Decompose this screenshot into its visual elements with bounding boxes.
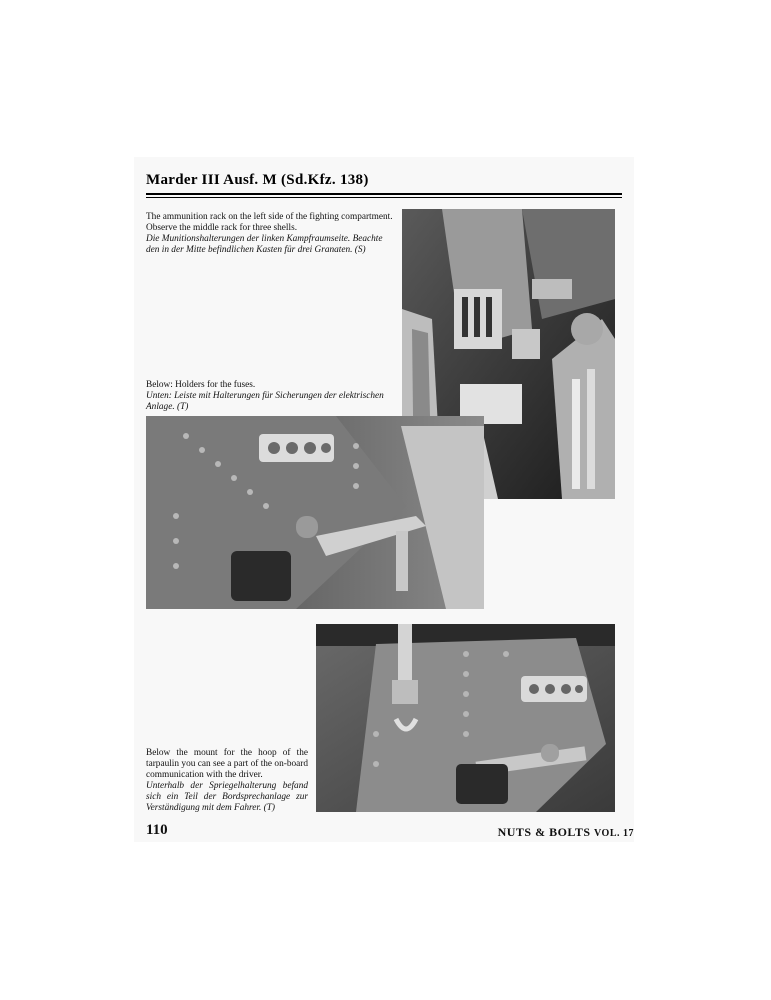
caption-ammunition-rack bbox=[146, 212, 394, 256]
caption-german: Unterhalb der Spriegelhalterung befand sich ein Teil der Bordsprechanlage zur Verständigung mit dem Fahrer. (T) bbox=[146, 781, 308, 813]
caption-german: Unten: Leiste mit Halterungen für Sicherungen der elektrischen Anlage. (T) bbox=[146, 391, 384, 412]
series-name: NUTS & BOLTS bbox=[497, 825, 591, 839]
photo-tarpaulin-mount bbox=[316, 624, 615, 812]
header-rule-thin bbox=[146, 197, 622, 198]
series-volume: VOL. 17 bbox=[594, 828, 634, 839]
caption-english: The ammunition rack on the left side of the fighting compartment. Observe the middle rack for three shells. bbox=[146, 212, 393, 233]
page-title: Marder III Ausf. M (Sd.Kfz. 138) bbox=[146, 172, 369, 188]
caption-english: Below: Holders for the fuses. bbox=[146, 380, 256, 390]
caption-english: Below the mount for the hoop of the tarpaulin you can see a part of the on-board communication with the driver. bbox=[146, 748, 308, 780]
caption-german: Die Munitionshalterungen der linken Kampfraumseite. Beachte den in der Mitte befindlichen Kasten für drei Granaten. (S) bbox=[146, 234, 383, 255]
photo-fuse-holders bbox=[146, 416, 484, 609]
header-rule-thick bbox=[146, 193, 622, 195]
series-title bbox=[498, 825, 634, 840]
caption-tarpaulin-mount bbox=[146, 748, 308, 814]
caption-fuse-holders bbox=[146, 380, 396, 413]
page-number: 110 bbox=[146, 822, 168, 838]
